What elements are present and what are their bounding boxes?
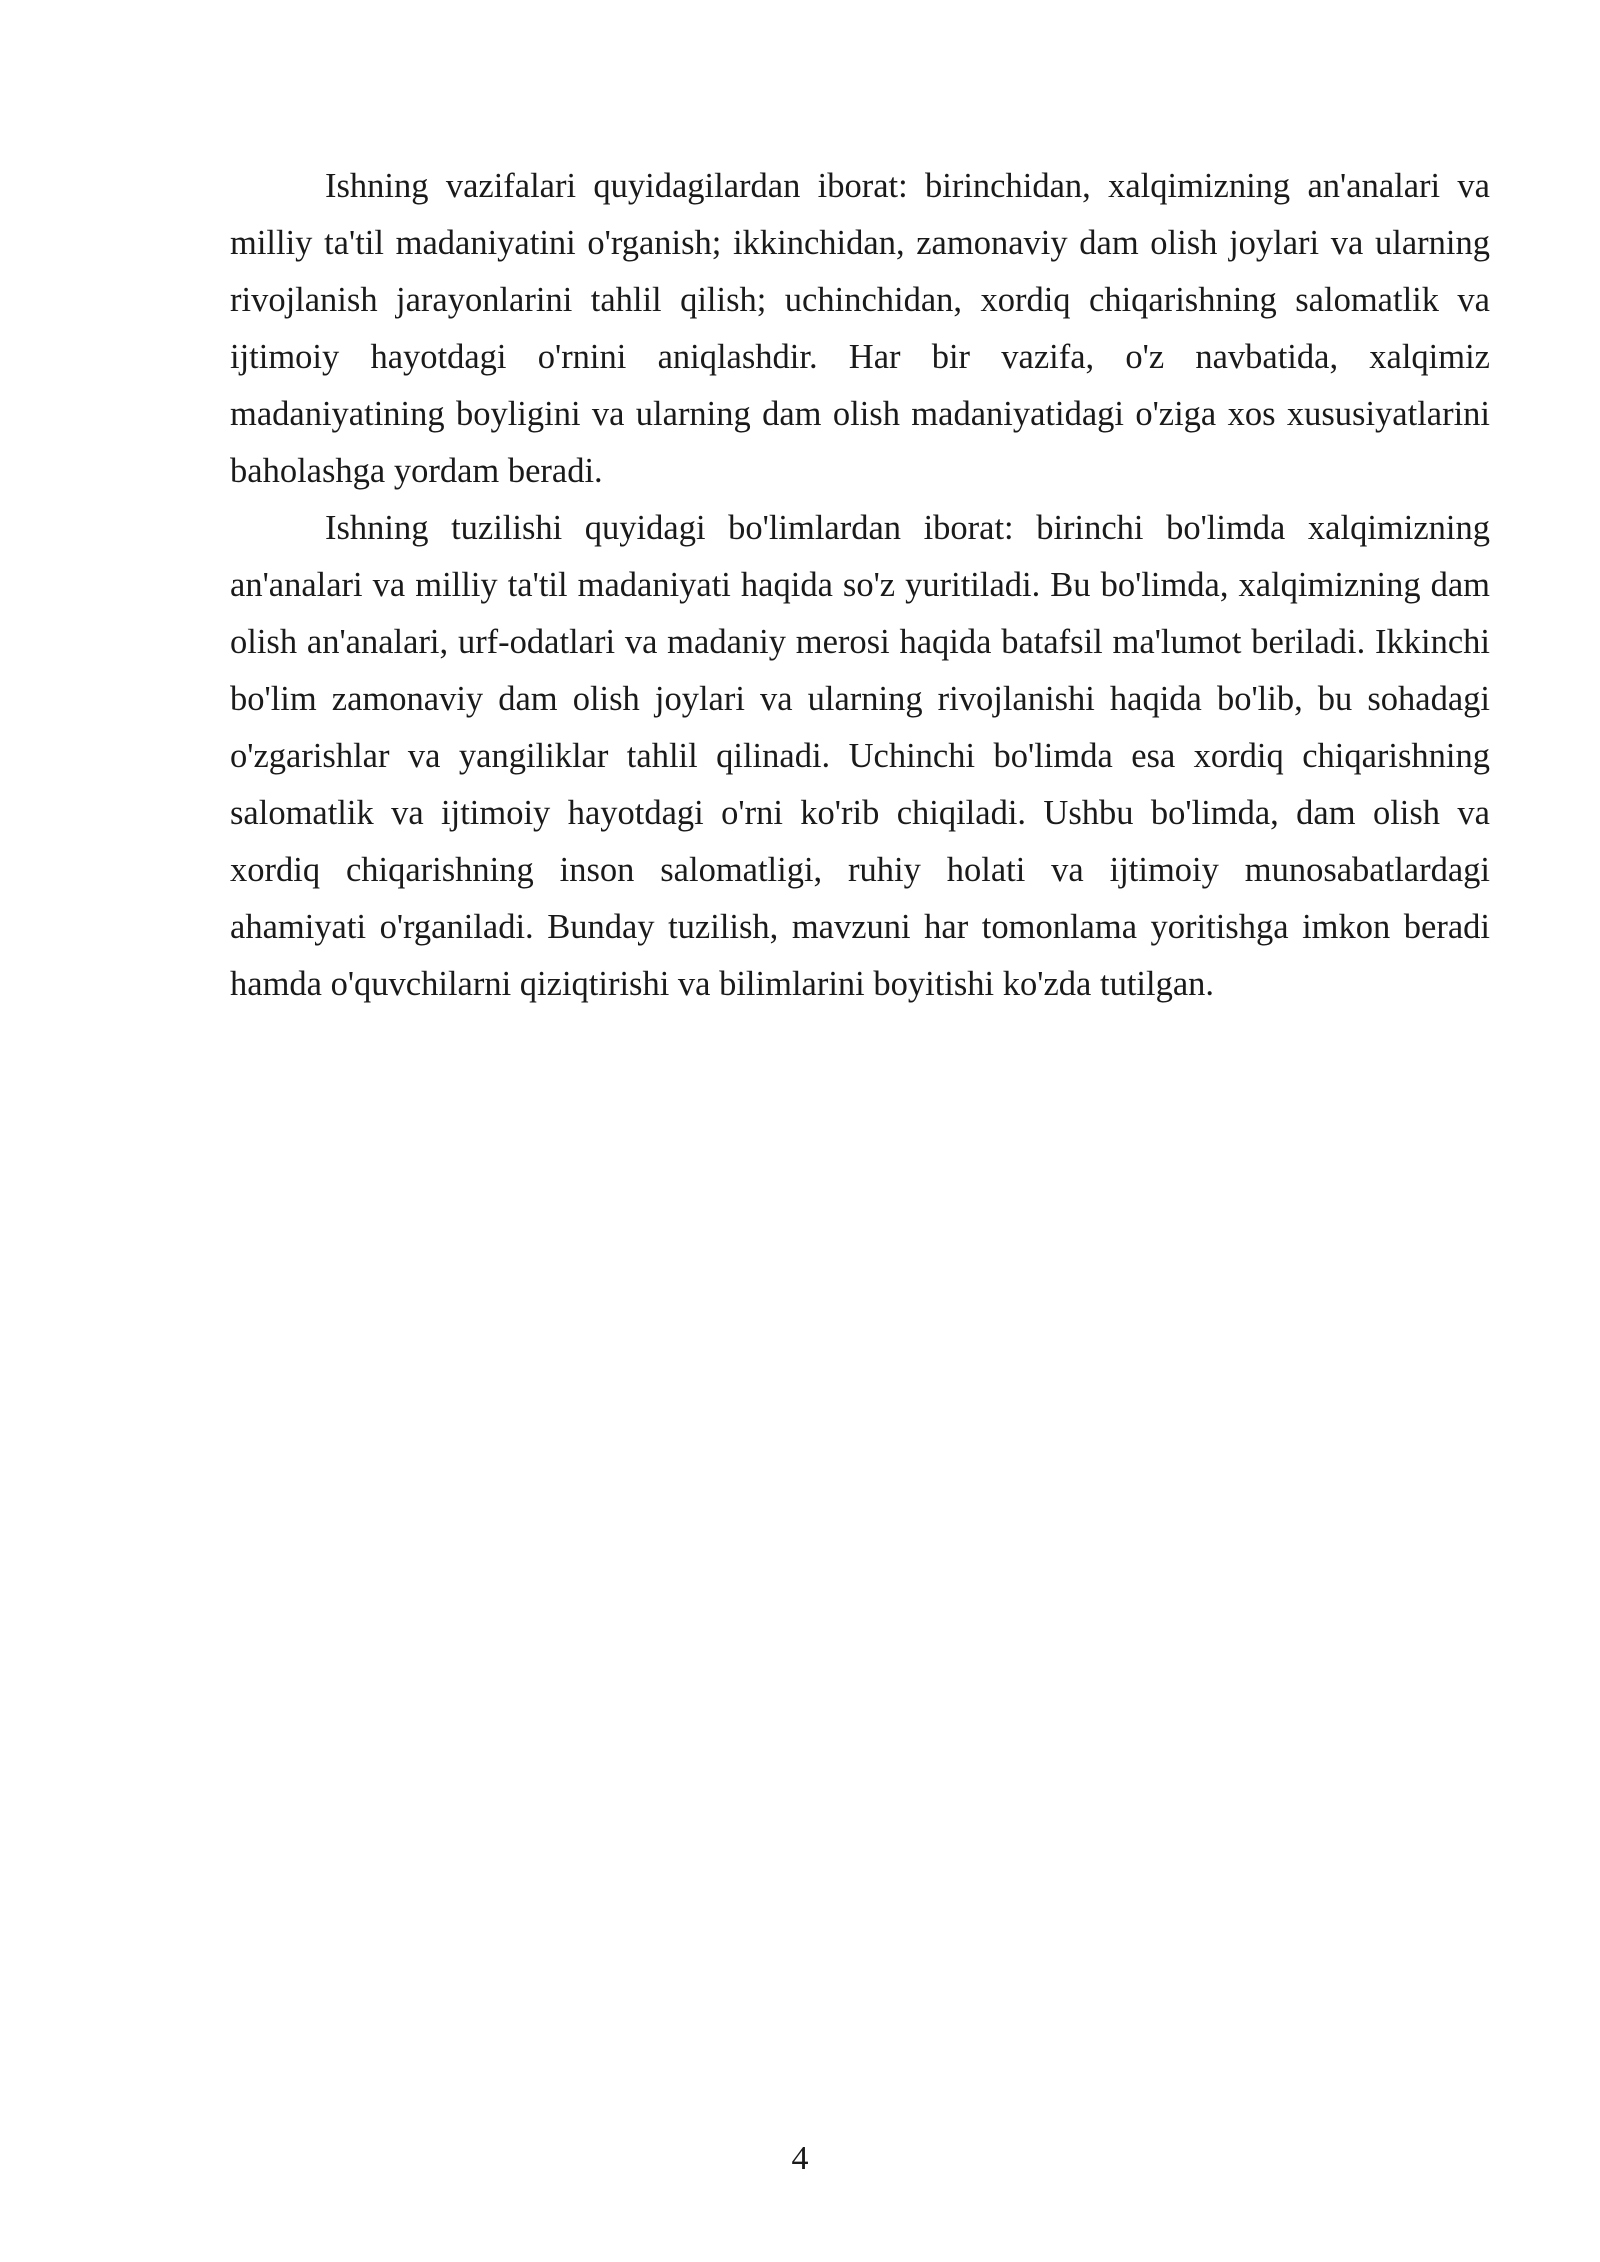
body-text bbox=[230, 158, 1490, 1013]
paragraph-tasks: Ishning vazifalari quyidagilardan iborat: birinchidan, xalqimizning an'analari va milliy ta'til madaniyatini o'rganish; ikkinchidan, zamonaviy dam olish joylari va ularning rivojlanish jarayonlarini tahlil qilish; uchinchidan, xordiq chiqarishning salomatlik va ijtimoiy hayotdagi o'rnini aniqlashdir. Har bir vazifa, o'z navbatida, xalqimiz madaniyatining boyligini va ularning dam olish madaniyatidagi o'ziga xos xususiyatlarini baholashga yordam beradi. bbox=[230, 167, 1490, 490]
paragraph-structure: Ishning tuzilishi quyidagi bo'limlardan iborat: birinchi bo'limda xalqimizning an'analari va milliy ta'til madaniyati haqida so'z yuritiladi. Bu bo'limda, xalqimizning dam olish an'analari, urf-odatlari va madaniy merosi haqida batafsil ma'lumot beriladi. Ikkinchi bo'lim zamonaviy dam olish joylari va ularning rivojlanishi haqida bo'lib, bu sohadagi o'zgarishlar va yangiliklar tahlil qilinadi. Uchinchi bo'limda esa xordiq chiqarishning salomatlik va ijtimoiy hayotdagi o'rni ko'rib chiqiladi. Ushbu bo'limda, dam olish va xordiq chiqarishning inson salomatligi, ruhiy holati va ijtimoiy munosabatlardagi ahamiyati o'rganiladi. Bunday tuzilish, mavzuni har tomonlama yoritishga imkon beradi hamda o'quvchilarni qiziqtirishi va bilimlarini boyitishi ko'zda tutilgan. bbox=[230, 509, 1490, 1003]
page-number: 4 bbox=[791, 2140, 809, 2177]
